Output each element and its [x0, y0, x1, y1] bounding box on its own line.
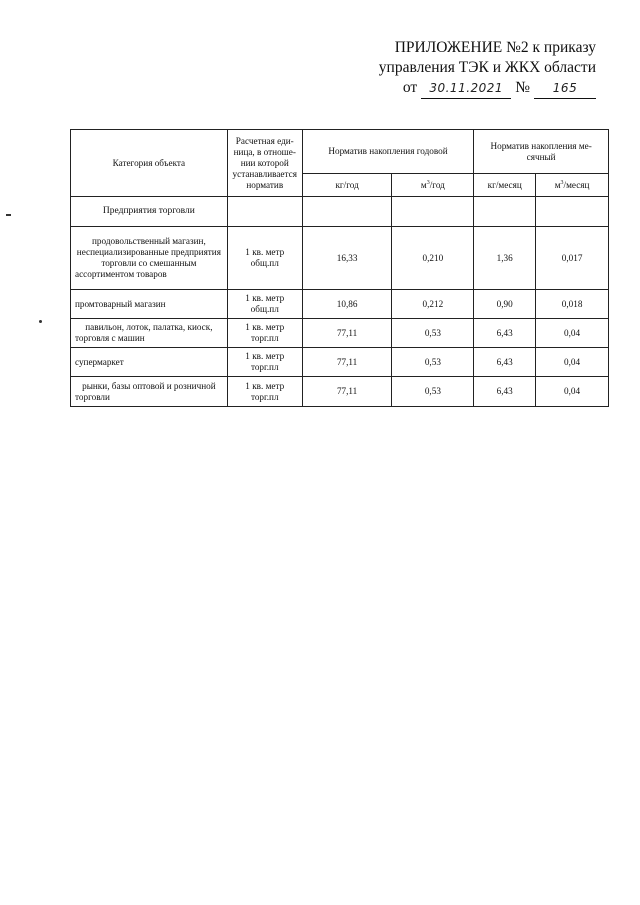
header-kg-year: кг/год — [302, 174, 392, 197]
row-m3-month: 0,017 — [536, 227, 609, 290]
row-m3-year: 0,210 — [392, 227, 474, 290]
row-kg-month: 6,43 — [474, 377, 536, 407]
issuing-authority: управления ТЭК и ЖКХ области — [378, 59, 596, 76]
appendix-title: ПРИЛОЖЕНИЕ №2 к приказу — [394, 39, 596, 56]
row-unit: 1 кв. метр торг.пл — [227, 348, 302, 377]
row-m3-year: 0,53 — [392, 377, 474, 407]
header-annual: Норматив накопления годовой — [302, 130, 474, 174]
scan-mark — [6, 214, 11, 216]
row-m3-year: 0,212 — [392, 290, 474, 319]
from-label: от — [402, 79, 418, 96]
table-row — [71, 227, 609, 290]
norms-table — [70, 129, 609, 407]
row-m3-month: 0,018 — [536, 290, 609, 319]
header-unit: Расчетная еди-ница, в отноше-нии которой устанавливается норматив — [227, 130, 302, 197]
section-row — [71, 197, 609, 227]
row-category: рынки, базы оптовой и розничной торговли — [71, 377, 228, 407]
row-kg-month: 0,90 — [474, 290, 536, 319]
row-m3-year: 0,53 — [392, 319, 474, 348]
row-category: промтоварный магазин — [71, 290, 228, 319]
row-kg-year: 77,11 — [302, 377, 392, 407]
header-kg-month: кг/месяц — [474, 174, 536, 197]
row-unit: 1 кв. метр общ.пл — [227, 227, 302, 290]
document-header — [379, 38, 596, 99]
table-row — [71, 319, 609, 348]
row-m3-year: 0,53 — [392, 348, 474, 377]
section-title: Предприятия торговли — [71, 197, 228, 227]
row-kg-month: 6,43 — [474, 319, 536, 348]
scan-dot — [39, 320, 42, 323]
row-kg-month: 1,36 — [474, 227, 536, 290]
header-monthly: Норматив накопления ме-сячный — [474, 130, 609, 174]
row-category: супермаркет — [71, 348, 228, 377]
row-m3-month: 0,04 — [536, 348, 609, 377]
number-label: № — [515, 79, 530, 96]
row-m3-month: 0,04 — [536, 319, 609, 348]
row-category: павильон, лоток, палатка, киоск, торговля с машин — [71, 319, 228, 348]
header-category: Категория объекта — [71, 130, 228, 197]
row-kg-year: 77,11 — [302, 348, 392, 377]
table-row — [71, 290, 609, 319]
row-kg-year: 10,86 — [302, 290, 392, 319]
row-m3-month: 0,04 — [536, 377, 609, 407]
table-row — [71, 377, 609, 407]
row-category: продовольственный магазин, неспециализированные предприятия торговли со смешанным ассортиментом товаров — [71, 227, 228, 290]
header-m3-year: $м^3$/год — [392, 174, 474, 197]
row-unit: 1 кв. метр торг.пл — [227, 377, 302, 407]
header-row-1 — [71, 130, 609, 174]
row-kg-year: 77,11 — [302, 319, 392, 348]
handwritten-number: 165 — [534, 78, 596, 99]
row-kg-month: 6,43 — [474, 348, 536, 377]
row-kg-year: 16,33 — [302, 227, 392, 290]
table-row — [71, 348, 609, 377]
handwritten-date: 30.11.2021 — [421, 78, 511, 99]
order-reference — [403, 78, 596, 99]
row-unit: 1 кв. метр общ.пл — [227, 290, 302, 319]
header-m3-month: $м^3$/месяц — [536, 174, 609, 197]
row-unit: 1 кв. метр торг.пл — [227, 319, 302, 348]
